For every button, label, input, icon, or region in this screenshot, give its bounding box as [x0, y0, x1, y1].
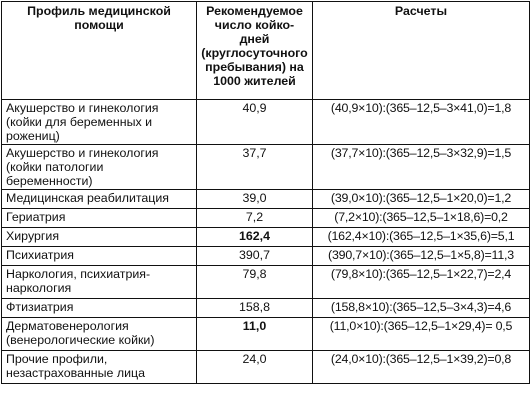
beds-cell: 40,9: [197, 100, 313, 145]
table-row: [2, 351, 530, 384]
table-row: [2, 190, 530, 209]
bed-calculation-table: [1, 1, 530, 384]
table-row: [2, 299, 530, 318]
header-profile: Профиль медицинской помощи: [2, 2, 197, 100]
calc-cell: (24,0×10):(365–12,5–1×39,2)=0,8: [313, 351, 530, 384]
calc-cell: (390,7×10):(365–12,5–1×5,8)=11,3: [313, 247, 530, 266]
calc-cell: (158,8×10):(365–12,5–3×4,3)=4,6: [313, 299, 530, 318]
calc-cell: (40,9×10):(365–12,5–3×41,0)=1,8: [313, 100, 530, 145]
table-row: [2, 247, 530, 266]
calc-cell: (37,7×10):(365–12,5–3×32,9)=1,5: [313, 145, 530, 190]
profile-cell: Фтизиатрия: [2, 299, 197, 318]
beds-cell: 7,2: [197, 209, 313, 228]
profile-cell: Медицинская реабилитация: [2, 190, 197, 209]
beds-cell: 162,4: [197, 228, 313, 247]
beds-cell: 39,0: [197, 190, 313, 209]
table-row: [2, 145, 530, 190]
profile-cell: Акушерство и гинекология (койки патологии беременности): [2, 145, 197, 190]
calc-cell: (7,2×10):(365–12,5–1×18,6)=0,2: [313, 209, 530, 228]
beds-cell: 11,0: [197, 318, 313, 351]
profile-cell: Гериатрия: [2, 209, 197, 228]
header-recommended-bed-days: Рекомендуемое число койко-дней (круглосуточного пребывания) на 1000 жителей: [197, 2, 313, 100]
calc-cell: (11,0×10):(365–12,5–1×29,4)= 0,5: [313, 318, 530, 351]
beds-cell: 24,0: [197, 351, 313, 384]
profile-cell: Хирургия: [2, 228, 197, 247]
beds-cell: 79,8: [197, 266, 313, 299]
profile-cell: Акушерство и гинекология (койки для беременных и рожениц): [2, 100, 197, 145]
table-header: [2, 2, 530, 100]
table-row: [2, 318, 530, 351]
header-calculations: Расчеты: [313, 2, 530, 100]
calc-cell: (79,8×10):(365–12,5–1×22,7)=2,4: [313, 266, 530, 299]
table-row: [2, 209, 530, 228]
header-row: [2, 2, 530, 100]
profile-cell: Психиатрия: [2, 247, 197, 266]
table-row: [2, 228, 530, 247]
profile-cell: Дерматовенерология (венерологические койки): [2, 318, 197, 351]
profile-cell: Прочие профили, незастрахованные лица: [2, 351, 197, 384]
table-body: [2, 100, 530, 384]
calc-cell: (162,4×10):(365–12,5–1×35,6)=5,1: [313, 228, 530, 247]
calc-cell: (39,0×10):(365–12,5–1×20,0)=1,2: [313, 190, 530, 209]
table-row: [2, 266, 530, 299]
profile-cell: Наркология, психиатрия-наркология: [2, 266, 197, 299]
beds-cell: 158,8: [197, 299, 313, 318]
table-row: [2, 100, 530, 145]
beds-cell: 390,7: [197, 247, 313, 266]
beds-cell: 37,7: [197, 145, 313, 190]
